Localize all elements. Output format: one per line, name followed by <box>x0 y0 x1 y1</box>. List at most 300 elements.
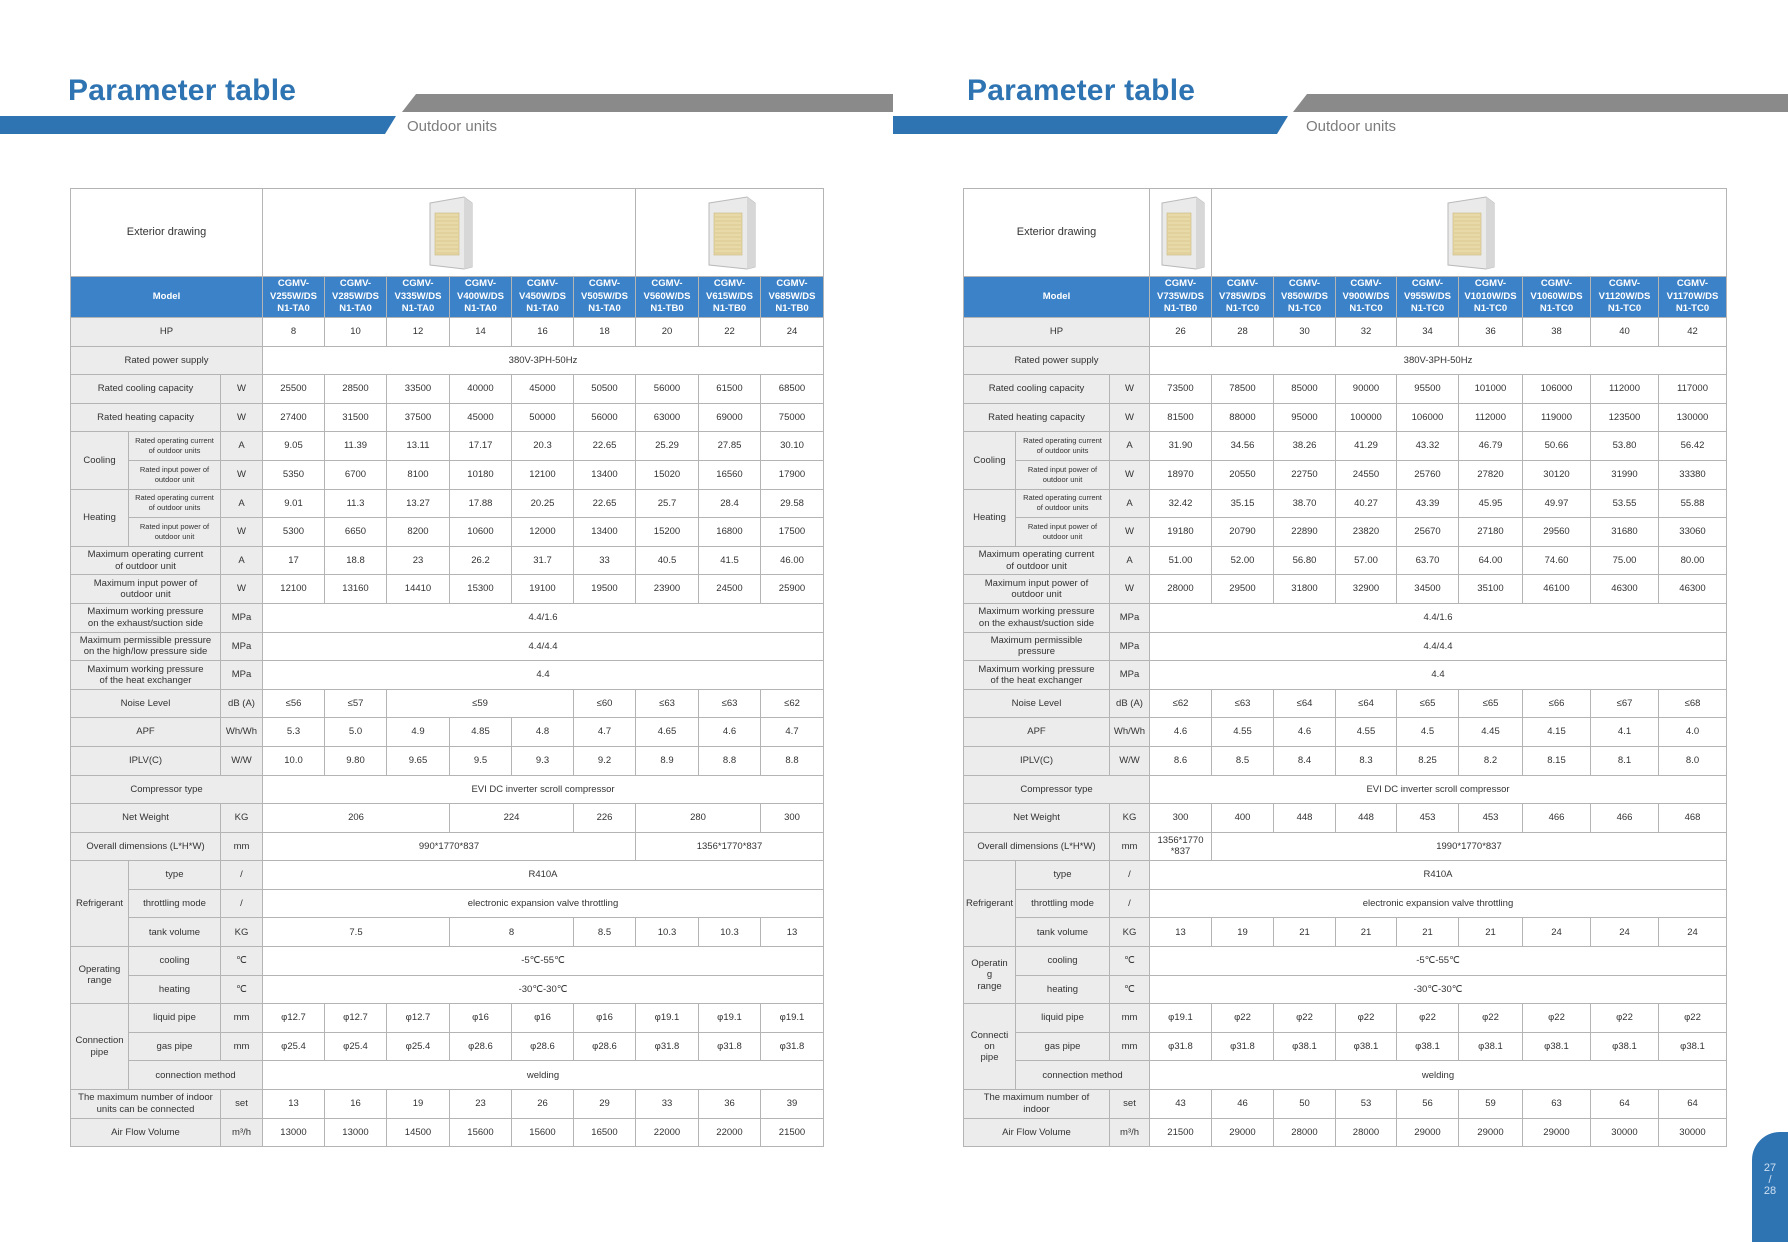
cooling-capacity-value: 68500 <box>761 375 824 404</box>
max-current-label <box>71 546 221 575</box>
heating-input-label <box>129 518 221 547</box>
liquid-pipe-value: φ22 <box>1591 1004 1659 1033</box>
gas-pipe-value: φ38.1 <box>1397 1032 1459 1061</box>
max-pressure-exhaust-value: 4.4/1.6 <box>263 603 824 632</box>
model-name-line: V955W/DS <box>1404 290 1451 302</box>
max-permissible-value: 4.4/4.4 <box>1150 632 1727 661</box>
exterior-image-cell <box>636 189 824 277</box>
gas-pipe-value: φ38.1 <box>1336 1032 1397 1061</box>
noise-value: ≤65 <box>1397 689 1459 718</box>
model-name-line: N1-TC0 <box>1349 303 1383 315</box>
max-current-label-line: Maximum operating current <box>87 549 204 561</box>
cooling-current-value: 25.29 <box>636 432 699 461</box>
max-input-value: 19500 <box>574 575 636 604</box>
iplv-value: 9.65 <box>387 746 450 775</box>
apf-value: 4.45 <box>1459 718 1523 747</box>
model-name-line: V505W/DS <box>581 290 628 302</box>
op-cooling-label: cooling <box>129 947 221 976</box>
max-indoor-value: 39 <box>761 1090 824 1119</box>
max-indoor-label-line: units can be connected <box>96 1103 195 1115</box>
model-name <box>1397 277 1459 318</box>
gas-pipe-value: φ31.8 <box>636 1032 699 1061</box>
ref-throttling-unit: / <box>221 889 263 918</box>
heating-current-label <box>1016 489 1110 518</box>
cooling-capacity-value: 85000 <box>1274 375 1336 404</box>
heating-group: Heating <box>964 489 1016 546</box>
heating-capacity-label: Rated heating capacity <box>964 403 1110 432</box>
noise-unit: dB (A) <box>221 689 263 718</box>
air-flow-value: 15600 <box>512 1118 574 1147</box>
model-name <box>761 277 824 318</box>
max-pressure-hx-label-line: of the heat exchanger <box>990 674 1083 686</box>
air-flow-value: 15600 <box>450 1118 512 1147</box>
max-pressure-exhaust-unit: MPa <box>221 603 263 632</box>
apf-label: APF <box>964 718 1110 747</box>
cooling-current-value: 31.90 <box>1150 432 1212 461</box>
model-name-line: CGMV- <box>1411 277 1444 289</box>
air-flow-value: 22000 <box>699 1118 761 1147</box>
cooling-input-value: 25760 <box>1397 460 1459 489</box>
liquid-pipe-value: φ16 <box>574 1004 636 1033</box>
cooling-input-value: 27820 <box>1459 460 1523 489</box>
apf-value: 4.7 <box>761 718 824 747</box>
model-name-line: V560W/DS <box>643 290 691 302</box>
dimensions-value <box>1150 832 1212 861</box>
gas-pipe-value: φ38.1 <box>1459 1032 1523 1061</box>
ref-tank-row <box>71 918 824 947</box>
ref-tank-value: 13 <box>761 918 824 947</box>
cooling-input-value: 18970 <box>1150 460 1212 489</box>
heating-current-value: 45.95 <box>1459 489 1523 518</box>
cooling-capacity-value: 25500 <box>263 375 325 404</box>
connection-method-label: connection method <box>129 1061 263 1090</box>
dimensions-value-line: 1356*1770 <box>1157 835 1204 847</box>
model-name-line: CGMV- <box>588 277 621 289</box>
operating-group-line: g <box>986 969 993 981</box>
op-cooling-unit: ℃ <box>1110 947 1150 976</box>
model-name-line: N1-TA0 <box>401 303 435 315</box>
cooling-input-value: 12100 <box>512 460 574 489</box>
op-cooling-value: -5℃-55℃ <box>1150 947 1727 976</box>
heating-capacity-unit: W <box>1110 403 1150 432</box>
max-indoor-value: 13 <box>263 1090 325 1119</box>
outdoor-unit-large-image <box>703 195 757 271</box>
max-current-value: 74.60 <box>1523 546 1591 575</box>
net-weight-value: 280 <box>636 804 761 833</box>
heating-input-value: 29560 <box>1523 518 1591 547</box>
model-name-line: N1-TC0 <box>1287 303 1322 315</box>
cooling-capacity-value: 112000 <box>1591 375 1659 404</box>
net-weight-value: 466 <box>1523 804 1591 833</box>
heating-current-value: 25.7 <box>636 489 699 518</box>
max-indoor-row <box>71 1090 824 1119</box>
operating-group-line: Operatin <box>971 958 1008 970</box>
cooling-input-label-line: outdoor unit <box>154 474 195 484</box>
refrigerant-group: Refrigerant <box>964 861 1016 947</box>
model-name <box>699 277 761 318</box>
net-weight-value: 224 <box>450 804 574 833</box>
max-indoor-value: 29 <box>574 1090 636 1119</box>
max-input-value: 24500 <box>699 575 761 604</box>
max-input-value: 34500 <box>1397 575 1459 604</box>
cooling-current-value: 50.66 <box>1523 432 1591 461</box>
model-name-line: N1-TC0 <box>1607 303 1642 315</box>
heating-current-label-line: of outdoor units <box>1036 503 1089 513</box>
model-name <box>1274 277 1336 318</box>
op-heating-unit: ℃ <box>1110 975 1150 1004</box>
max-input-value: 46300 <box>1591 575 1659 604</box>
ref-tank-label: tank volume <box>1016 918 1110 947</box>
cooling-capacity-value: 50500 <box>574 375 636 404</box>
operating-group-line: range <box>977 980 1002 992</box>
max-indoor-value: 23 <box>450 1090 512 1119</box>
page1-subtitle: Outdoor units <box>407 118 498 135</box>
max-permissible-row <box>964 632 1727 661</box>
model-name-line: N1-TB0 <box>1163 303 1198 315</box>
liquid-pipe-value: φ22 <box>1397 1004 1459 1033</box>
power-supply-value: 380V-3PH-50Hz <box>263 346 824 375</box>
heating-capacity-value: 88000 <box>1212 403 1274 432</box>
gas-pipe-unit: mm <box>1110 1032 1150 1061</box>
ref-tank-value: 8 <box>450 918 574 947</box>
operating-group <box>964 947 1016 1004</box>
ref-throttling-label: throttling mode <box>129 889 221 918</box>
net-weight-value: 466 <box>1591 804 1659 833</box>
exterior-row <box>964 189 1727 277</box>
ref-type-row <box>71 861 824 890</box>
model-name <box>450 277 512 318</box>
ref-tank-value: 10.3 <box>636 918 699 947</box>
model-row <box>71 277 824 318</box>
max-pressure-hx-value: 4.4 <box>263 661 824 690</box>
heating-input-label-line: Rated input power of <box>1027 521 1098 531</box>
heating-input-value: 20790 <box>1212 518 1274 547</box>
max-permissible-label-line: on the high/low pressure side <box>83 646 208 658</box>
heating-current-value: 20.25 <box>512 489 574 518</box>
heating-capacity-value: 27400 <box>263 403 325 432</box>
iplv-row <box>964 746 1727 775</box>
cooling-input-label-line: Rated input power of <box>139 464 210 474</box>
model-name-line: CGMV- <box>402 277 434 289</box>
max-pressure-exhaust-label <box>71 603 221 632</box>
gas-pipe-value: φ25.4 <box>387 1032 450 1061</box>
apf-value: 4.55 <box>1336 718 1397 747</box>
max-input-value: 31800 <box>1274 575 1336 604</box>
cooling-capacity-value: 28500 <box>325 375 387 404</box>
cooling-capacity-value: 90000 <box>1336 375 1397 404</box>
apf-unit: Wh/Wh <box>1110 718 1150 747</box>
max-current-label-line: of outdoor unit <box>1006 560 1067 572</box>
cooling-input-value: 6700 <box>325 460 387 489</box>
net-weight-unit: KG <box>1110 804 1150 833</box>
max-indoor-label-line: The maximum number of indoor <box>78 1092 213 1104</box>
heating-current-value: 28.4 <box>699 489 761 518</box>
air-flow-row <box>71 1118 824 1147</box>
max-current-value: 51.00 <box>1150 546 1212 575</box>
hp-value: 40 <box>1591 318 1659 347</box>
apf-value: 4.1 <box>1591 718 1659 747</box>
iplv-value: 8.25 <box>1397 746 1459 775</box>
cooling-capacity-row <box>71 375 824 404</box>
air-flow-value: 21500 <box>1150 1118 1212 1147</box>
ref-tank-unit: KG <box>1110 918 1150 947</box>
model-name-line: N1-TC0 <box>1539 303 1574 315</box>
gas-pipe-value: φ28.6 <box>574 1032 636 1061</box>
max-permissible-label <box>964 632 1110 661</box>
ref-type-label: type <box>1016 861 1110 890</box>
liquid-pipe-unit: mm <box>221 1004 263 1033</box>
cooling-current-label-line: Rated operating current <box>135 436 214 446</box>
apf-row <box>964 718 1727 747</box>
liquid-pipe-value: φ19.1 <box>761 1004 824 1033</box>
cooling-input-value: 31990 <box>1591 460 1659 489</box>
cooling-capacity-value: 78500 <box>1212 375 1274 404</box>
heating-capacity-value: 112000 <box>1459 403 1523 432</box>
air-flow-value: 21500 <box>761 1118 824 1147</box>
model-name-line: N1-TC0 <box>1473 303 1508 315</box>
iplv-value: 8.8 <box>761 746 824 775</box>
cooling-capacity-value: 106000 <box>1523 375 1591 404</box>
model-name <box>263 277 325 318</box>
max-input-row <box>964 575 1727 604</box>
apf-value: 4.5 <box>1397 718 1459 747</box>
connection-group-line: Connecti <box>970 1029 1009 1041</box>
gas-pipe-value: φ38.1 <box>1274 1032 1336 1061</box>
gas-pipe-unit: mm <box>221 1032 263 1061</box>
cooling-current-value: 13.11 <box>387 432 450 461</box>
model-name-line: N1-TB0 <box>775 303 809 315</box>
liquid-pipe-label: liquid pipe <box>129 1004 221 1033</box>
outdoor-unit-large-image <box>1442 195 1496 271</box>
hp-row <box>964 318 1727 347</box>
heating-input-label-line: outdoor unit <box>154 531 195 541</box>
exterior-image-cell <box>263 189 636 277</box>
power-supply-row <box>71 346 824 375</box>
iplv-value: 8.2 <box>1459 746 1523 775</box>
heating-input-value: 16800 <box>699 518 761 547</box>
max-current-label <box>964 546 1110 575</box>
heating-current-label <box>129 489 221 518</box>
heating-capacity-value: 130000 <box>1659 403 1727 432</box>
heating-current-value: 17.88 <box>450 489 512 518</box>
hp-value: 22 <box>699 318 761 347</box>
max-current-label-line: Maximum operating current <box>978 549 1095 561</box>
liquid-pipe-value: φ19.1 <box>699 1004 761 1033</box>
max-current-value: 23 <box>387 546 450 575</box>
max-pressure-hx-value: 4.4 <box>1150 661 1727 690</box>
max-indoor-value: 43 <box>1150 1090 1212 1119</box>
max-permissible-unit: MPa <box>1110 632 1150 661</box>
model-name <box>1150 277 1212 318</box>
heating-capacity-value: 31500 <box>325 403 387 432</box>
apf-value: 4.85 <box>450 718 512 747</box>
heating-capacity-value: 50000 <box>512 403 574 432</box>
noise-value: ≤65 <box>1459 689 1523 718</box>
op-cooling-label: cooling <box>1016 947 1110 976</box>
max-input-value: 14410 <box>387 575 450 604</box>
air-flow-value: 28000 <box>1336 1118 1397 1147</box>
cooling-input-label <box>1016 460 1110 489</box>
exterior-drawing-label: Exterior drawing <box>71 189 263 277</box>
max-indoor-value: 59 <box>1459 1090 1523 1119</box>
max-pressure-exhaust-label-line: on the exhaust/suction side <box>87 617 204 629</box>
compressor-value: EVI DC inverter scroll compressor <box>263 775 824 804</box>
iplv-label: IPLV(C) <box>964 746 1110 775</box>
ref-tank-value: 24 <box>1659 918 1727 947</box>
net-weight-value: 300 <box>761 804 824 833</box>
dimensions-unit: mm <box>221 832 263 861</box>
air-flow-value: 13000 <box>325 1118 387 1147</box>
apf-value: 4.8 <box>512 718 574 747</box>
model-name-line: CGMV- <box>1288 277 1321 289</box>
max-pressure-hx-unit: MPa <box>1110 661 1150 690</box>
gas-pipe-value: φ25.4 <box>263 1032 325 1061</box>
apf-value: 5.0 <box>325 718 387 747</box>
heating-current-value: 35.15 <box>1212 489 1274 518</box>
cooling-group: Cooling <box>71 432 129 489</box>
max-input-label-line: outdoor unit <box>120 589 171 601</box>
liquid-pipe-row <box>964 1004 1727 1033</box>
iplv-value: 8.4 <box>1274 746 1336 775</box>
hp-row <box>71 318 824 347</box>
net-weight-value: 448 <box>1274 804 1336 833</box>
max-pressure-hx-row <box>964 661 1727 690</box>
model-name-line: V900W/DS <box>1342 290 1390 302</box>
cooling-capacity-row <box>964 375 1727 404</box>
iplv-value: 8.5 <box>1212 746 1274 775</box>
ref-tank-value: 21 <box>1459 918 1523 947</box>
heating-input-value: 12000 <box>512 518 574 547</box>
noise-value: ≤63 <box>636 689 699 718</box>
noise-value: ≤56 <box>263 689 325 718</box>
iplv-value: 8.1 <box>1591 746 1659 775</box>
ref-tank-row <box>964 918 1727 947</box>
iplv-value: 8.0 <box>1659 746 1727 775</box>
max-input-value: 28000 <box>1150 575 1212 604</box>
compressor-value: EVI DC inverter scroll compressor <box>1150 775 1727 804</box>
compressor-row <box>71 775 824 804</box>
cooling-current-value: 56.42 <box>1659 432 1727 461</box>
model-name <box>1212 277 1274 318</box>
connection-group-line: on <box>984 1040 995 1052</box>
air-flow-unit: m³/h <box>221 1118 263 1147</box>
apf-unit: Wh/Wh <box>221 718 263 747</box>
gas-pipe-row <box>964 1032 1727 1061</box>
model-name-line: CGMV- <box>1608 277 1641 289</box>
max-permissible-label-line: Maximum permissible pressure <box>79 634 212 646</box>
iplv-row <box>71 746 824 775</box>
max-input-value: 19100 <box>512 575 574 604</box>
max-input-label-line: outdoor unit <box>1011 589 1062 601</box>
cooling-group: Cooling <box>964 432 1016 489</box>
cooling-capacity-unit: W <box>1110 375 1150 404</box>
max-indoor-value: 19 <box>387 1090 450 1119</box>
liquid-pipe-label: liquid pipe <box>1016 1004 1110 1033</box>
heating-capacity-unit: W <box>221 403 263 432</box>
connection-method-value: welding <box>1150 1061 1727 1090</box>
gas-pipe-value: φ38.1 <box>1659 1032 1727 1061</box>
max-pressure-exhaust-row <box>964 603 1727 632</box>
op-cooling-row <box>71 947 824 976</box>
max-indoor-label-line: indoor <box>1023 1103 1050 1115</box>
exterior-image-cell <box>1150 189 1212 277</box>
cooling-current-label-line: Rated operating current <box>1023 436 1102 446</box>
cooling-current-value: 41.29 <box>1336 432 1397 461</box>
net-weight-value: 468 <box>1659 804 1727 833</box>
model-name-line: N1-TA0 <box>526 303 559 315</box>
heating-capacity-value: 95000 <box>1274 403 1336 432</box>
air-flow-value: 29000 <box>1459 1118 1523 1147</box>
ref-throttling-label: throttling mode <box>1016 889 1110 918</box>
liquid-pipe-row <box>71 1004 824 1033</box>
hp-value: 16 <box>512 318 574 347</box>
heating-current-unit: A <box>1110 489 1150 518</box>
heating-input-value: 25670 <box>1397 518 1459 547</box>
max-current-value: 56.80 <box>1274 546 1336 575</box>
max-current-value: 80.00 <box>1659 546 1727 575</box>
cooling-input-value: 30120 <box>1523 460 1591 489</box>
max-input-unit: W <box>1110 575 1150 604</box>
max-current-value: 31.7 <box>512 546 574 575</box>
hp-label: HP <box>71 318 263 347</box>
hp-value: 32 <box>1336 318 1397 347</box>
cooling-input-row <box>71 460 824 489</box>
iplv-unit: W/W <box>1110 746 1150 775</box>
model-name-line: V1060W/DS <box>1530 290 1583 302</box>
power-supply-label: Rated power supply <box>964 346 1150 375</box>
cooling-current-value: 53.80 <box>1591 432 1659 461</box>
heating-input-value: 8200 <box>387 518 450 547</box>
max-input-label <box>964 575 1110 604</box>
liquid-pipe-value: φ12.7 <box>263 1004 325 1033</box>
ref-type-value: R410A <box>263 861 824 890</box>
liquid-pipe-value: φ22 <box>1659 1004 1727 1033</box>
max-input-label-line: Maximum input power of <box>984 577 1089 589</box>
op-heating-label: heating <box>1016 975 1110 1004</box>
iplv-value: 9.3 <box>512 746 574 775</box>
gas-pipe-value: φ38.1 <box>1591 1032 1659 1061</box>
cooling-current-label-line: of outdoor units <box>148 446 201 456</box>
model-name-line: V685W/DS <box>768 290 816 302</box>
gas-pipe-value: φ28.6 <box>450 1032 512 1061</box>
cooling-current-row <box>71 432 824 461</box>
dimensions-label: Overall dimensions (L*H*W) <box>71 832 221 861</box>
model-name-line: CGMV- <box>651 277 683 289</box>
gas-pipe-label: gas pipe <box>1016 1032 1110 1061</box>
page-number-next: 28 <box>1763 1185 1777 1198</box>
air-flow-value: 28000 <box>1274 1118 1336 1147</box>
model-name-line: CGMV- <box>339 277 372 289</box>
model-name-line: N1-TA0 <box>339 303 372 315</box>
hp-value: 8 <box>263 318 325 347</box>
apf-value: 4.6 <box>1150 718 1212 747</box>
model-name <box>325 277 387 318</box>
ref-tank-label: tank volume <box>129 918 221 947</box>
max-input-value: 29500 <box>1212 575 1274 604</box>
gas-pipe-label: gas pipe <box>129 1032 221 1061</box>
cooling-current-value: 11.39 <box>325 432 387 461</box>
gas-pipe-value: φ25.4 <box>325 1032 387 1061</box>
model-name <box>1591 277 1659 318</box>
connection-group <box>71 1004 129 1090</box>
ref-tank-value: 7.5 <box>263 918 450 947</box>
parameter-table-page1 <box>70 188 824 1147</box>
hp-value: 34 <box>1397 318 1459 347</box>
cooling-capacity-unit: W <box>221 375 263 404</box>
liquid-pipe-value: φ22 <box>1459 1004 1523 1033</box>
model-name-line: V400W/DS <box>457 290 504 302</box>
max-indoor-value: 46 <box>1212 1090 1274 1119</box>
